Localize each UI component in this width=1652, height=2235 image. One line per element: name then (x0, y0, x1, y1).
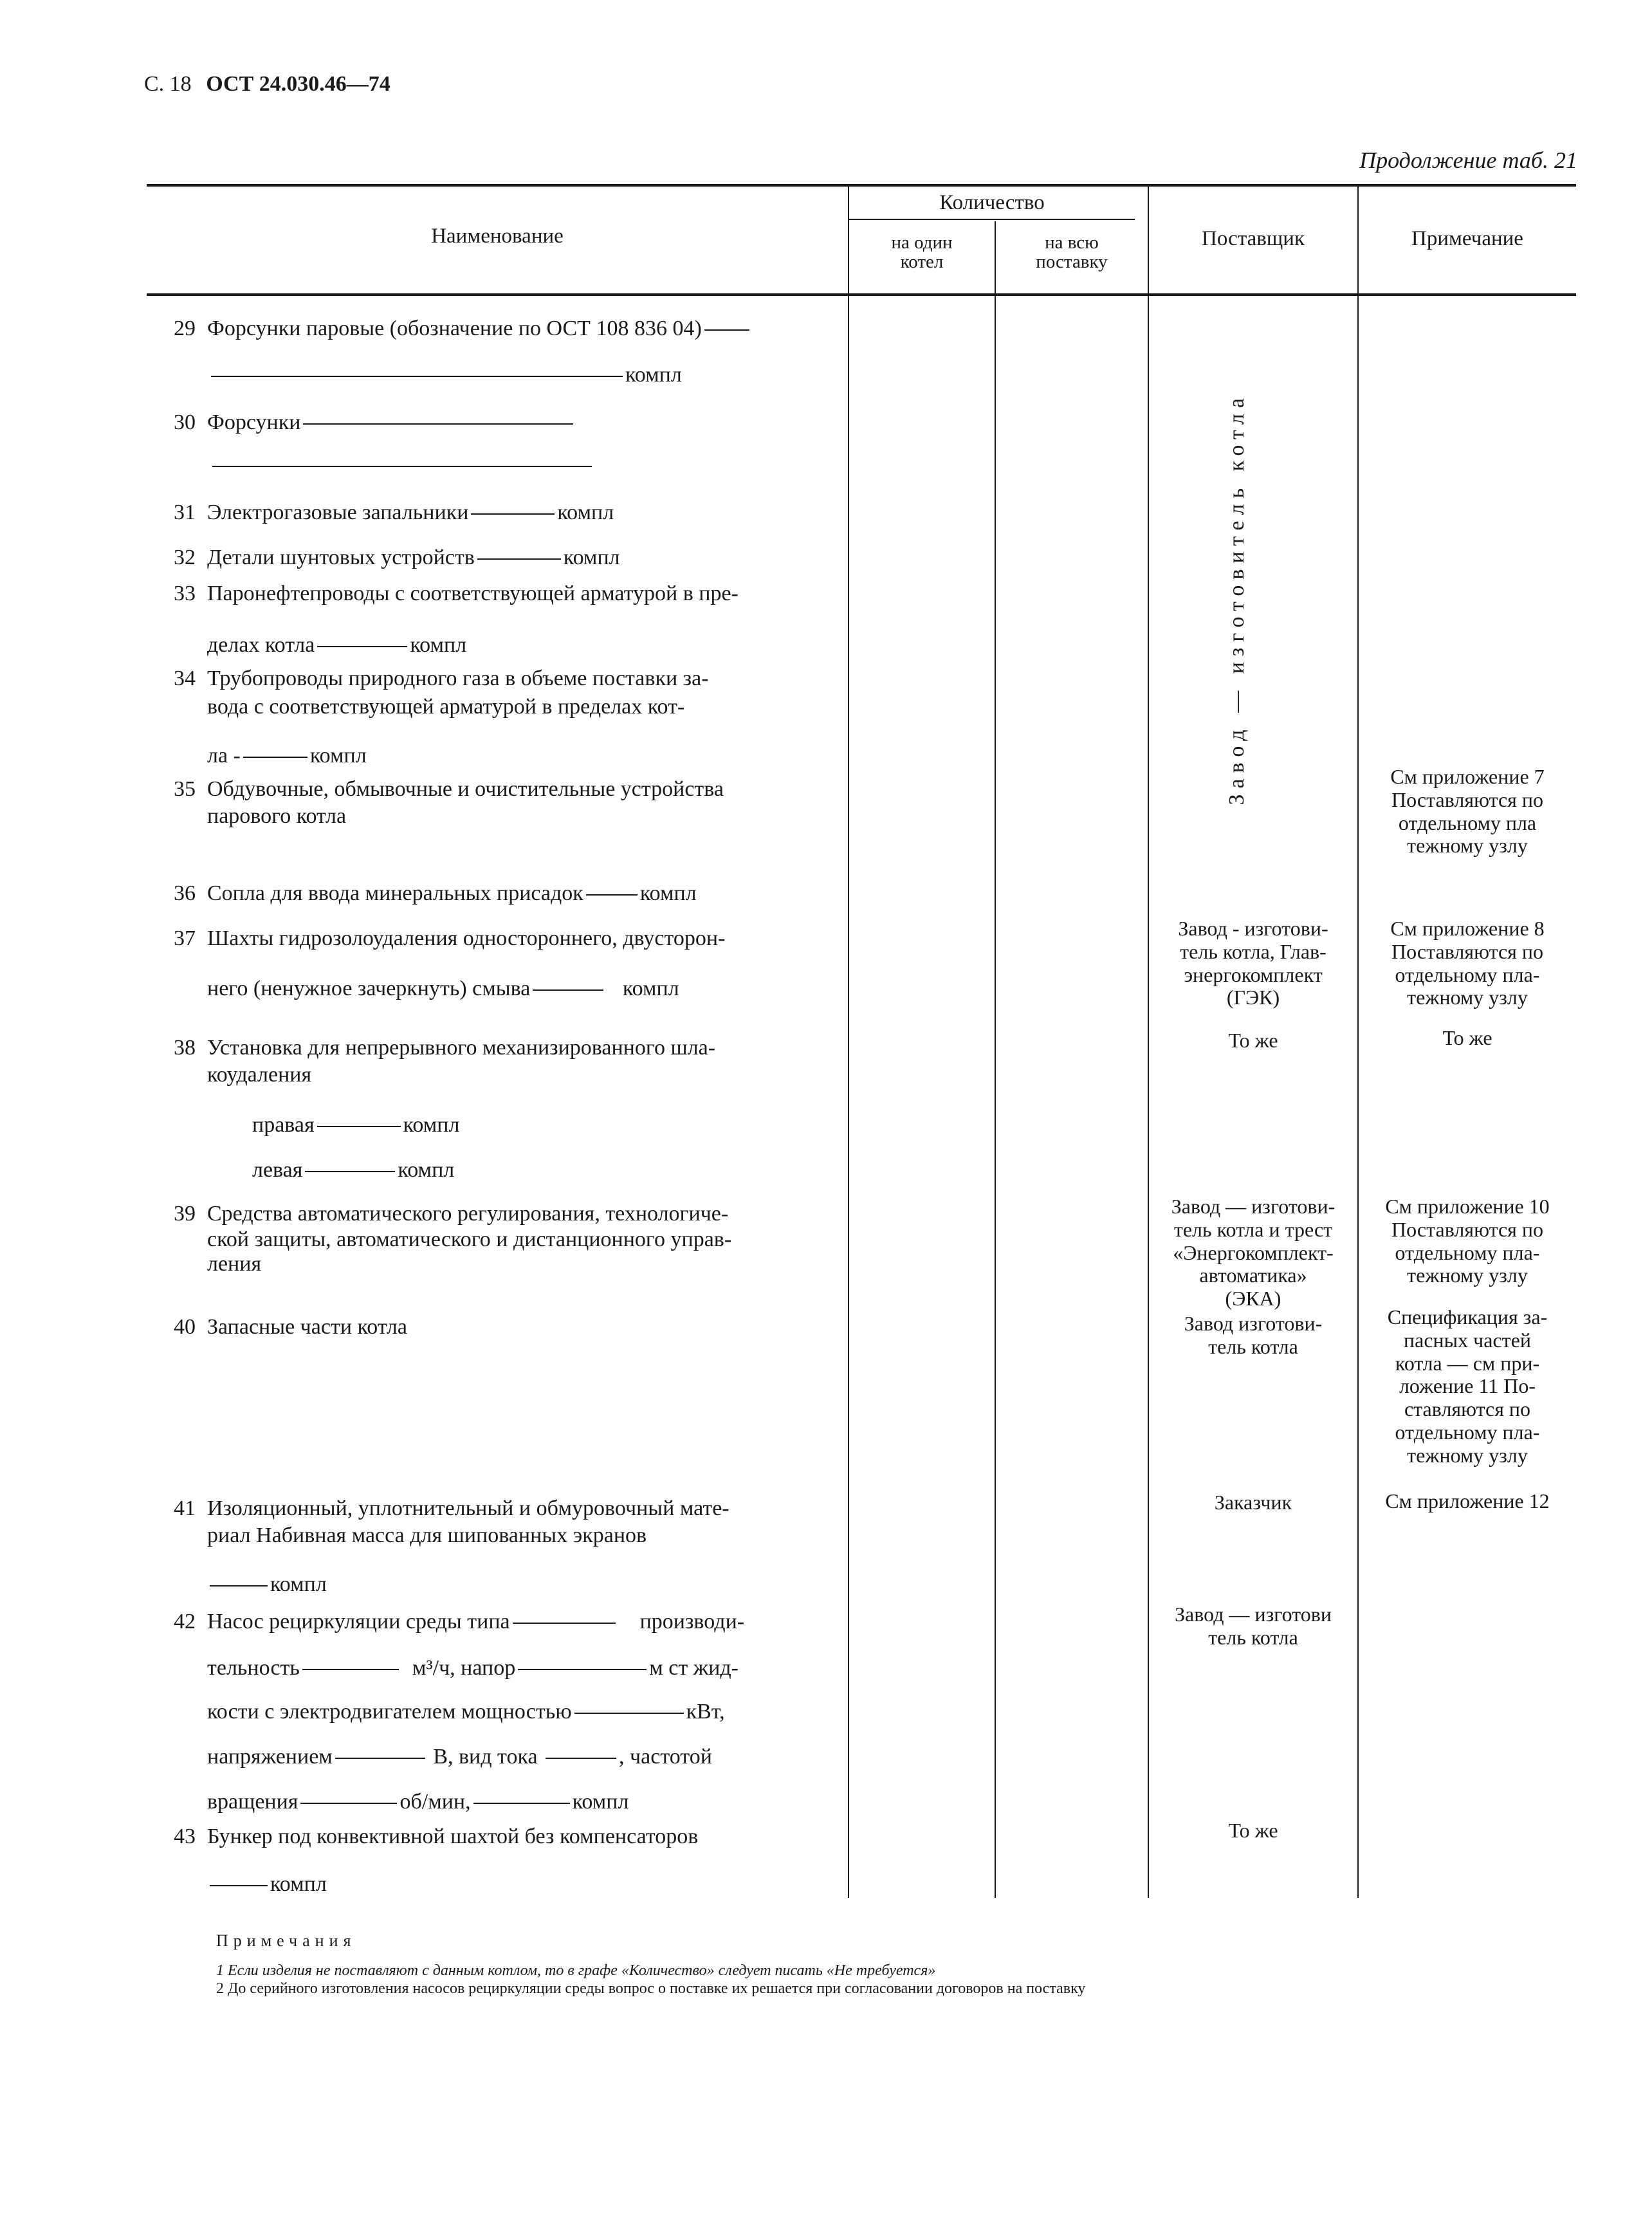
supplier-37 (1149, 917, 1357, 1009)
supplier-42-line: Завод — изготови (1175, 1603, 1332, 1626)
fill-blank (303, 423, 573, 425)
table-row-34 (154, 664, 709, 694)
row-text: кости с электродвигателем мощностью (207, 1700, 572, 1724)
row-text: коудаления (207, 1063, 312, 1087)
note-37 (1359, 917, 1576, 1009)
table-row-37-line2 (207, 974, 679, 1004)
note-37-line: Поставляются по (1391, 939, 1543, 963)
row-text: Трубопроводы природного газа в объеме поставки за- (207, 667, 709, 690)
col-divider-qty (995, 221, 996, 1898)
row-text: парового котла (207, 804, 347, 828)
header-qty-one-line1: на один (891, 232, 953, 253)
table-row-39 (154, 1199, 728, 1229)
fill-blank (317, 1126, 401, 1127)
row-text: ской защиты, автоматического и дистанционного управ- (207, 1228, 732, 1251)
row-text: В, вид тока (433, 1745, 538, 1769)
row-text: Паронефтепроводы с соответствующей арматурой в пре- (207, 582, 739, 605)
fill-blank (513, 1623, 616, 1624)
row-number: 32 (174, 546, 196, 569)
table-row-38-left (252, 1155, 454, 1185)
row-number: 37 (174, 926, 196, 950)
supplier-42 (1149, 1603, 1357, 1650)
table-row-35 (154, 775, 724, 804)
page-header (144, 72, 390, 97)
header-bottom-rule (147, 293, 1576, 296)
table-row-35-line2 (207, 802, 346, 831)
table-row-30 (154, 408, 576, 437)
header-qty-one (849, 233, 995, 272)
row-text: Средства автоматического регулирования, технологиче- (207, 1202, 729, 1226)
table-row-42 (154, 1607, 744, 1637)
header-qty-one-line2: котел (900, 252, 944, 273)
fill-blank (317, 646, 407, 647)
table-row-42-line3 (207, 1697, 725, 1727)
table-row-37 (154, 924, 725, 953)
table-row-41 (154, 1494, 730, 1523)
row-text: левая (252, 1158, 303, 1182)
supplier-37-line: (ГЭК) (1226, 986, 1280, 1009)
header-supplier: Поставщик (1202, 227, 1305, 250)
row-number: 43 (174, 1825, 196, 1848)
row-text: Электрогазовые запальники (207, 501, 469, 524)
table-row-43 (154, 1822, 698, 1852)
row-unit: компл (410, 633, 467, 657)
supplier-vertical-label: Завод — изготовитель котла (1225, 392, 1249, 805)
row-unit: компл (622, 977, 679, 1000)
table-row-42-line2 (207, 1653, 739, 1683)
supplier-39-line: Завод — изготови- (1171, 1195, 1335, 1218)
row-unit: компл (563, 546, 620, 569)
row-text: вода с соответствующей арматурой в пределах кот- (207, 695, 685, 719)
supplier-37-line: тель котла, Глав- (1180, 939, 1326, 963)
row-text: ла - (207, 744, 241, 768)
footnote-1: 1 Если изделия не поставляют с данным котлом, то в графе «Количество» следует писать «Не требуется» (216, 1962, 936, 1979)
fill-blank (211, 376, 623, 377)
row-text: м ст жид- (649, 1656, 739, 1680)
header-quantity: Количество (939, 191, 1045, 214)
row-text: Насос рециркуляции среды типа (207, 1610, 510, 1633)
fill-blank (471, 513, 555, 515)
table-row-42-line5 (207, 1787, 629, 1817)
row-text: Шахты гидрозолоудаления одностороннего, двусторон- (207, 926, 726, 950)
page-number: С. 18 (144, 72, 192, 96)
row-number: 42 (174, 1610, 196, 1633)
col-divider-name (848, 187, 849, 1898)
row-text: вращения (207, 1790, 298, 1814)
table-row-31 (154, 498, 614, 528)
table-row-43-line2 (207, 1870, 327, 1899)
table-row-33-line2 (207, 630, 466, 660)
note-39-line: См приложение 10 (1385, 1195, 1550, 1218)
row-unit: компл (403, 1113, 460, 1137)
row-text: Изоляционный, уплотнительный и обмуровочный мате- (207, 1496, 730, 1520)
table-row-34-line2 (207, 692, 684, 722)
row-text: риал Набивная масса для шипованных экранов (207, 1523, 647, 1547)
note-40 (1359, 1306, 1576, 1467)
row-number: 34 (174, 667, 196, 690)
table-row-38-line2 (207, 1060, 311, 1090)
header-name: Наименование (431, 225, 564, 248)
supplier-40-line: тель котла (1208, 1334, 1298, 1358)
row-text: об/мин, (399, 1790, 471, 1814)
header-qty-all-line2: поставку (1036, 252, 1108, 273)
row-unit: компл (625, 363, 682, 387)
row-number: 31 (174, 501, 196, 524)
fill-blank (473, 1803, 570, 1804)
row-unit: компл (557, 501, 614, 524)
note-38: То же (1442, 1026, 1492, 1049)
fill-blank (335, 1758, 425, 1759)
note-40-line: тежному узлу (1407, 1443, 1528, 1467)
row-text: производи- (639, 1610, 745, 1633)
row-text: делах котла (207, 633, 315, 657)
header-note: Примечание (1411, 227, 1523, 250)
supplier-40-line: Завод изготови- (1184, 1312, 1323, 1335)
row-text: Форсунки (207, 410, 301, 434)
row-text: Бункер под конвективной шахтой без компенсаторов (207, 1825, 699, 1848)
row-number: 41 (174, 1496, 196, 1520)
fill-blank (574, 1713, 684, 1714)
row-number: 30 (174, 410, 196, 434)
row-number: 38 (174, 1036, 196, 1060)
note-35-line: Поставляются по (1391, 787, 1543, 811)
note-40-line: пасных частей (1404, 1328, 1531, 1352)
row-unit: компл (639, 881, 697, 905)
row-text: Запасные части котла (207, 1315, 407, 1339)
supplier-39-line: «Энергокомплект- (1173, 1240, 1334, 1264)
table-row-34-line3 (207, 741, 367, 771)
continuation-label: Продолжение таб. 21 (1359, 147, 1577, 173)
note-39-line: отдельному пла- (1395, 1240, 1540, 1264)
fill-blank (300, 1803, 397, 1804)
table-row-39-line3 (207, 1249, 261, 1279)
row-text: Детали шунтовых устройств (207, 546, 475, 569)
row-text: тельность (207, 1656, 300, 1680)
row-number: 29 (174, 317, 196, 340)
fill-blank (546, 1758, 616, 1759)
note-40-line: котла — см при- (1395, 1351, 1540, 1375)
fill-blank (210, 1585, 268, 1587)
fill-blank (212, 466, 592, 467)
table-row-39-line2 (207, 1225, 731, 1255)
row-number: 36 (174, 881, 196, 905)
table-row-41-line2 (207, 1521, 647, 1550)
row-unit: компл (270, 1872, 327, 1896)
note-39-line: тежному узлу (1407, 1264, 1528, 1287)
table-row-33 (154, 579, 739, 609)
row-unit: компл (270, 1572, 327, 1596)
note-35-line: тежному узлу (1407, 834, 1528, 858)
note-39 (1359, 1195, 1576, 1287)
note-35 (1359, 766, 1576, 858)
supplier-42-line: тель котла (1208, 1625, 1298, 1649)
note-40-line: Спецификация за- (1387, 1305, 1548, 1329)
note-40-line: ставляются по (1404, 1397, 1531, 1421)
table-row-32 (154, 543, 620, 573)
row-text: м³/ч, напор (412, 1656, 516, 1680)
table-row-40 (154, 1312, 407, 1342)
fill-blank (243, 757, 307, 758)
row-text: ления (207, 1252, 262, 1276)
standard-code: ОСТ 24.030.46—74 (206, 72, 390, 96)
supplier-38: То же (1228, 1029, 1278, 1052)
note-37-line: отдельному пла- (1395, 962, 1540, 986)
note-37-line: См приложение 8 (1390, 917, 1545, 940)
supplier-37-line: энергокомплект (1184, 962, 1323, 986)
fill-blank (305, 1171, 395, 1172)
note-35-line: См приложение 7 (1390, 765, 1545, 788)
table-row-29 (154, 314, 752, 344)
table-row-41-line3 (207, 1570, 327, 1599)
qty-header-rule (848, 219, 1135, 220)
header-qty-all (996, 233, 1148, 272)
supplier-39-line: тель котла и трест (1173, 1217, 1333, 1241)
note-39-line: Поставляются по (1391, 1217, 1543, 1241)
note-40-line: отдельному пла- (1395, 1421, 1540, 1444)
footnote-2: 2 До серийного изготовления насосов рециркуляции среды вопрос о поставке их решается при согласовании договоров на поставку (216, 1980, 1086, 1997)
table-top-rule (147, 184, 1576, 187)
note-40-line: ложение 11 По- (1399, 1374, 1536, 1398)
row-text: напряжением (207, 1745, 333, 1769)
row-number: 33 (174, 582, 196, 605)
table-row-42-line4 (207, 1742, 712, 1772)
table-row-38-right (252, 1110, 459, 1140)
row-text: Сопла для ввода минеральных присадок (207, 881, 583, 905)
supplier-39-line: (ЭКА) (1225, 1287, 1281, 1311)
supplier-39-line: автоматика» (1199, 1264, 1307, 1287)
fill-blank (210, 1885, 268, 1886)
row-text: кВт, (686, 1700, 725, 1724)
fill-blank (533, 989, 603, 991)
row-number: 35 (174, 777, 196, 801)
table-row-36 (154, 879, 697, 908)
supplier-37-line: Завод - изготови- (1178, 917, 1328, 940)
row-text: правая (252, 1113, 315, 1137)
supplier-40 (1149, 1312, 1357, 1359)
row-unit: компл (572, 1790, 629, 1814)
supplier-39 (1149, 1195, 1357, 1311)
fill-blank (477, 558, 561, 560)
row-text: Установка для непрерывного механизированного шла- (207, 1036, 716, 1060)
fill-blank (518, 1669, 647, 1670)
row-unit: компл (309, 744, 367, 768)
note-37-line: тежному узлу (1407, 986, 1528, 1009)
row-unit: компл (398, 1158, 455, 1182)
fill-blank (704, 329, 749, 331)
row-text: него (ненужное зачеркнуть) смыва (207, 977, 531, 1000)
supplier-43: То же (1228, 1819, 1278, 1842)
footnotes-title: Примечания (216, 1931, 356, 1950)
note-41: См приложение 12 (1385, 1489, 1550, 1513)
row-text: Форсунки паровые (обозначение по ОСТ 108 836 04) (207, 317, 702, 340)
row-text: , частотой (619, 1745, 712, 1769)
row-number: 39 (174, 1202, 196, 1226)
row-text: Обдувочные, обмывочные и очистительные устройства (207, 777, 724, 801)
table-row-29-line2 (208, 360, 682, 390)
note-35-line: отдельному пла (1398, 811, 1537, 834)
fill-blank (302, 1669, 399, 1670)
fill-blank (586, 894, 638, 896)
row-number: 40 (174, 1315, 196, 1339)
supplier-41: Заказчик (1214, 1491, 1292, 1514)
header-qty-all-line1: на всю (1045, 232, 1099, 253)
table-row-38 (154, 1033, 715, 1063)
